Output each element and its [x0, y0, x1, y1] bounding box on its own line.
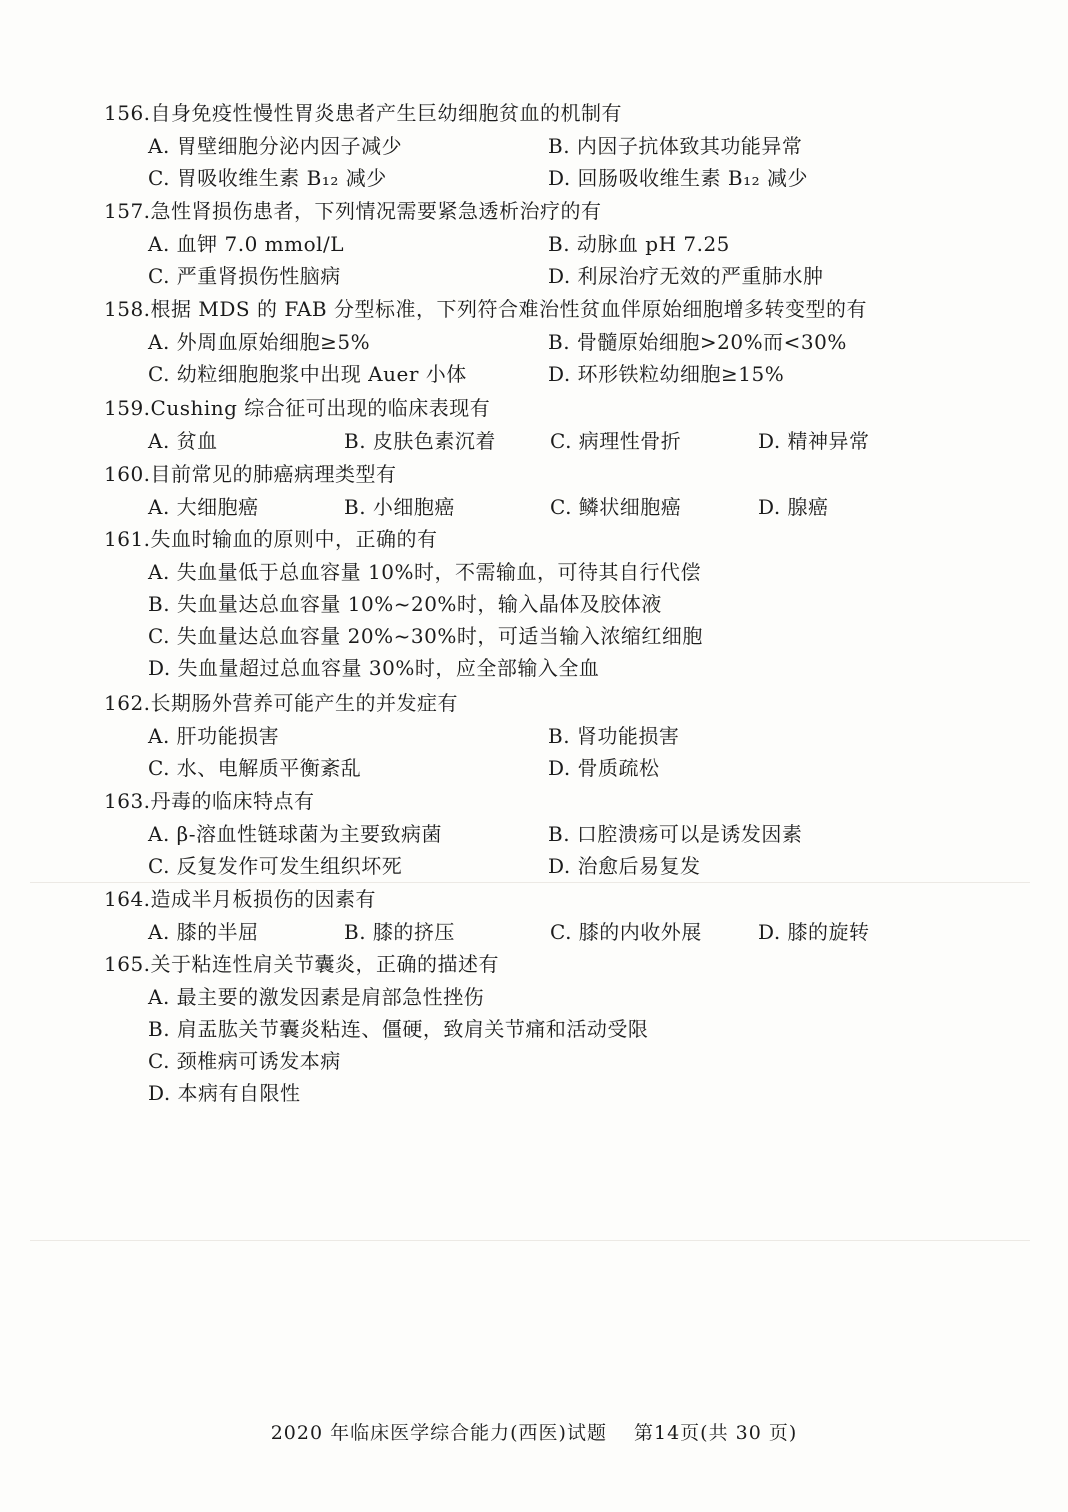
options: [148, 425, 1004, 457]
question-157: [104, 196, 1004, 292]
option-c: C. 反复发作可发生组织坏死: [148, 854, 403, 878]
option-c: C. 膝的内收外展: [550, 920, 702, 944]
option-a: A. 贫血: [148, 429, 218, 453]
option-b: B. 皮肤色素沉着: [344, 429, 496, 453]
question-158: [104, 294, 1004, 390]
option-a: A. 肝功能损害: [148, 724, 280, 748]
question-156: [104, 98, 1004, 194]
option-c: C. 失血量达总血容量 20%~30%时，可适当输入浓缩红细胞: [148, 624, 703, 648]
option-d: D. 失血量超过总血容量 30%时，应全部输入全血: [148, 656, 600, 680]
option-b: B. 内因子抗体致其功能异常: [548, 134, 803, 158]
options: [148, 556, 1004, 684]
question-stem: 164.造成半月板损伤的因素有: [104, 887, 377, 911]
option-a: A. 膝的半屈: [148, 920, 259, 944]
option-b: B. 骨髓原始细胞>20%而<30%: [548, 330, 847, 354]
option-a: A. 最主要的激发因素是肩部急性挫伤: [148, 985, 485, 1009]
page-footer: [0, 1418, 1068, 1445]
question-159: [104, 393, 1004, 457]
question-stem: 159.Cushing 综合征可出现的临床表现有: [104, 396, 491, 420]
options: [148, 130, 1004, 194]
option-c: C. 颈椎病可诱发本病: [148, 1049, 341, 1073]
options: [148, 326, 1004, 390]
footer-title: 2020 年临床医学综合能力(西医)试题: [270, 1422, 607, 1444]
option-d: D. 利尿治疗无效的严重肺水肿: [548, 264, 824, 288]
question-160: [104, 459, 1004, 523]
question-stem: 157.急性肾损伤患者，下列情况需要紧急透析治疗的有: [104, 199, 602, 223]
question-stem: 158.根据 MDS 的 FAB 分型标准，下列符合难治性贫血伴原始细胞增多转变型的有: [104, 297, 867, 321]
option-d: D. 环形铁粒幼细胞≥15%: [548, 362, 785, 386]
question-stem: 161.失血时输血的原则中，正确的有: [104, 527, 438, 551]
scan-artifact-line: [30, 882, 1030, 883]
option-b: B. 肾功能损害: [548, 724, 680, 748]
option-b: B. 口腔溃疡可以是诱发因素: [548, 822, 803, 846]
option-b: B. 动脉血 pH 7.25: [548, 232, 730, 256]
option-a: A. 大细胞癌: [148, 495, 259, 519]
option-c: C. 严重肾损伤性脑病: [148, 264, 341, 288]
scan-artifact-line: [30, 1240, 1030, 1241]
question-stem: 160.目前常见的肺癌病理类型有: [104, 462, 397, 486]
question-161: [104, 524, 1004, 684]
options: [148, 818, 1004, 882]
question-162: [104, 688, 1004, 784]
option-c: C. 病理性骨折: [550, 429, 682, 453]
question-163: [104, 786, 1004, 882]
option-d: D. 膝的旋转: [758, 920, 870, 944]
option-b: B. 失血量达总血容量 10%~20%时，输入晶体及胶体液: [148, 592, 662, 616]
option-d: D. 治愈后易复发: [548, 854, 701, 878]
options: [148, 916, 1004, 948]
option-a: A. 胃壁细胞分泌内因子减少: [148, 134, 403, 158]
question-164: [104, 884, 1004, 948]
question-165: [104, 949, 1004, 1109]
option-d: D. 回肠吸收维生素 B₁₂ 减少: [548, 166, 808, 190]
options: [148, 720, 1004, 784]
option-d: D. 本病有自限性: [148, 1081, 301, 1105]
option-c: C. 水、电解质平衡紊乱: [148, 756, 362, 780]
footer-page-number: 第14页(共 30 页): [634, 1422, 798, 1444]
option-d: D. 精神异常: [758, 429, 870, 453]
option-b: B. 肩盂肱关节囊炎粘连、僵硬，致肩关节痛和活动受限: [148, 1017, 649, 1041]
options: [148, 981, 1004, 1109]
option-c: C. 胃吸收维生素 B₁₂ 减少: [148, 166, 387, 190]
option-d: D. 腺癌: [758, 495, 829, 519]
option-b: B. 膝的挤压: [344, 920, 455, 944]
option-c: C. 鳞状细胞癌: [550, 495, 682, 519]
option-a: A. β-溶血性链球菌为主要致病菌: [148, 822, 442, 846]
question-stem: 163.丹毒的临床特点有: [104, 789, 315, 813]
option-b: B. 小细胞癌: [344, 495, 455, 519]
option-a: A. 血钾 7.0 mmol/L: [148, 232, 345, 256]
question-stem: 156.自身免疫性慢性胃炎患者产生巨幼细胞贫血的机制有: [104, 101, 623, 125]
option-c: C. 幼粒细胞胞浆中出现 Auer 小体: [148, 362, 467, 386]
options: [148, 228, 1004, 292]
options: [148, 491, 1004, 523]
option-d: D. 骨质疏松: [548, 756, 660, 780]
option-a: A. 外周血原始细胞≥5%: [148, 330, 371, 354]
question-stem: 162.长期肠外营养可能产生的并发症有: [104, 691, 459, 715]
option-a: A. 失血量低于总血容量 10%时，不需输血，可待其自行代偿: [148, 560, 701, 584]
question-stem: 165.关于粘连性肩关节囊炎，正确的描述有: [104, 952, 500, 976]
